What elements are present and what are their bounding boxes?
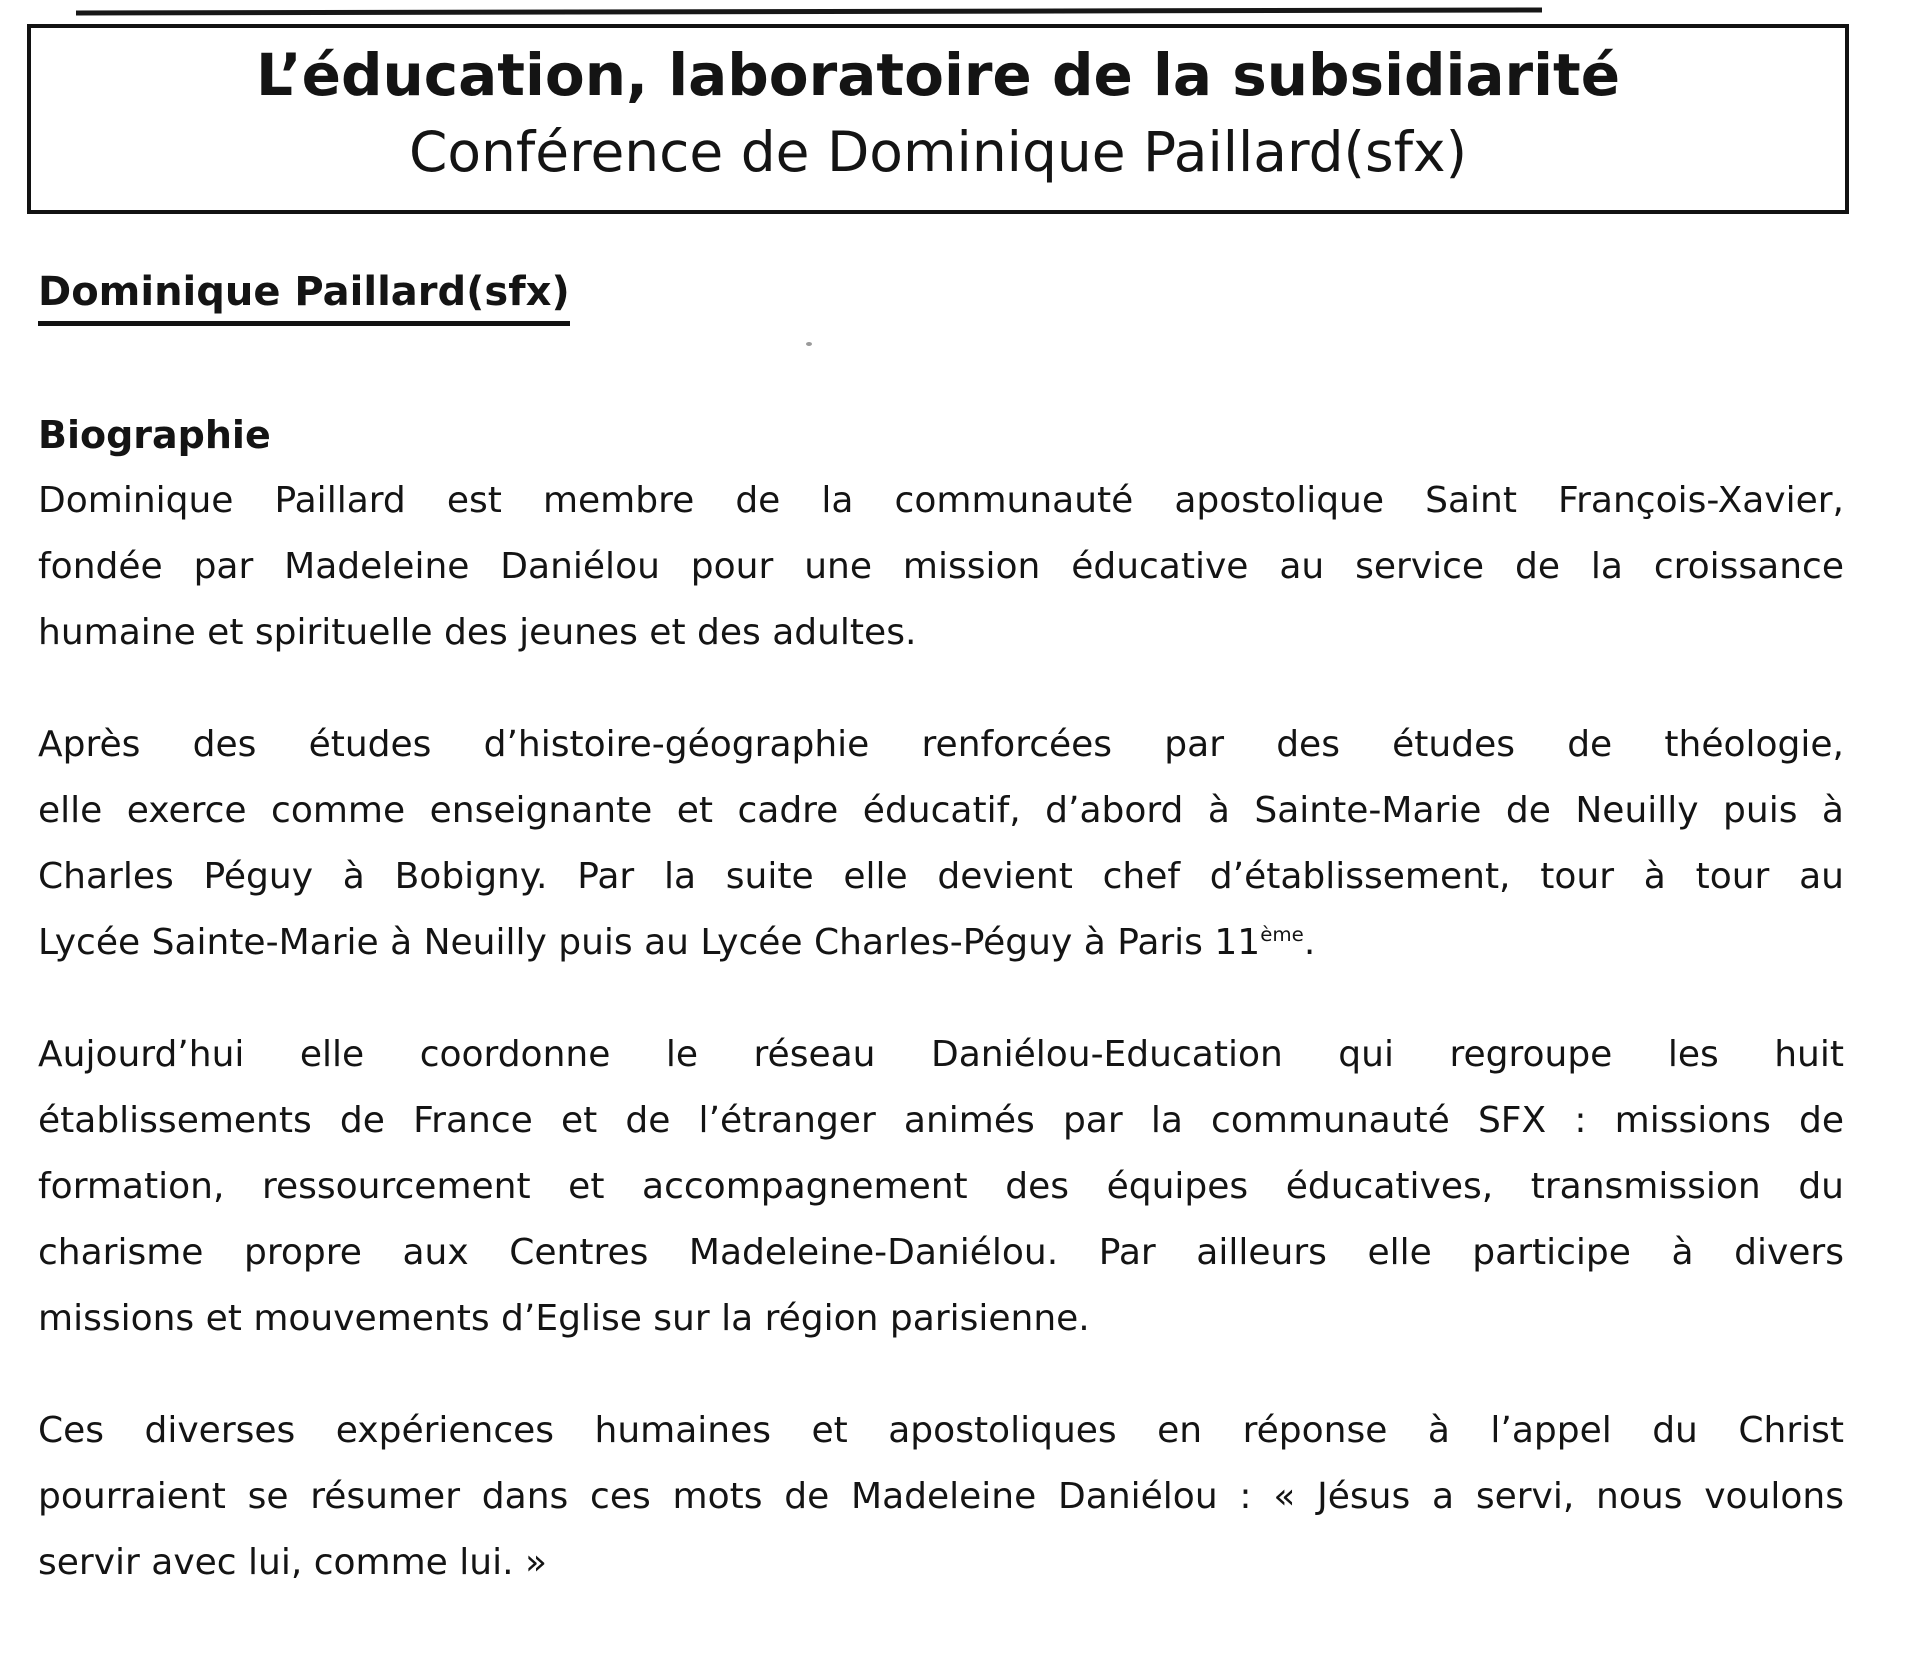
section-heading-biographie: Biographie (38, 413, 271, 457)
text-line: elle exerce comme enseignante et cadre éducatif, d’abord à Sainte-Marie de Neuilly puis à (38, 790, 1844, 831)
document-title: L’éducation, laboratoire de la subsidiarité (255, 41, 1621, 109)
paragraph (38, 1398, 1844, 1596)
body-paragraphs (38, 468, 1844, 1596)
paragraph (38, 712, 1844, 976)
text-line: humaine et spirituelle des jeunes et des adultes. (38, 612, 917, 653)
text-line: pourraient se résumer dans ces mots de Madeleine Daniélou : « Jésus a servi, nous voulons (38, 1476, 1844, 1517)
text-line: fondée par Madeleine Daniélou pour une mission éducative au service de la croissance (38, 546, 1844, 587)
text-line: Ces diverses expériences humaines et apostoliques en réponse à l’appel du Christ (38, 1410, 1844, 1451)
text-line: Après des études d’histoire-géographie renforcées par des études de théologie, (38, 724, 1844, 765)
text-line: établissements de France et de l’étranger animés par la communauté SFX : missions de (38, 1100, 1844, 1141)
text-line: Charles Péguy à Bobigny. Par la suite elle devient chef d’établissement, tour à tour au (38, 856, 1844, 897)
text-line: Dominique Paillard est membre de la communauté apostolique Saint François-Xavier, (38, 480, 1844, 521)
title-box (27, 24, 1849, 214)
text-line: Lycée Sainte-Marie à Neuilly puis au Lycée Charles-Péguy à Paris 11ème. (38, 922, 1316, 963)
document-body (38, 268, 1844, 1596)
author-heading: Dominique Paillard(sfx) (38, 268, 570, 326)
paragraph (38, 468, 1844, 666)
text-line: formation, ressourcement et accompagnement des équipes éducatives, transmission du (38, 1166, 1844, 1207)
paragraph (38, 1022, 1844, 1352)
text-line: missions et mouvements d’Eglise sur la région parisienne. (38, 1298, 1090, 1339)
text-line: servir avec lui, comme lui. » (38, 1542, 547, 1583)
text-line: Aujourd’hui elle coordonne le réseau Daniélou-Education qui regroupe les huit (38, 1034, 1844, 1075)
scan-artifact-line (76, 7, 1542, 15)
text-line: charisme propre aux Centres Madeleine-Daniélou. Par ailleurs elle participe à divers (38, 1232, 1844, 1273)
document-subtitle: Conférence de Dominique Paillard(sfx) (408, 120, 1468, 184)
